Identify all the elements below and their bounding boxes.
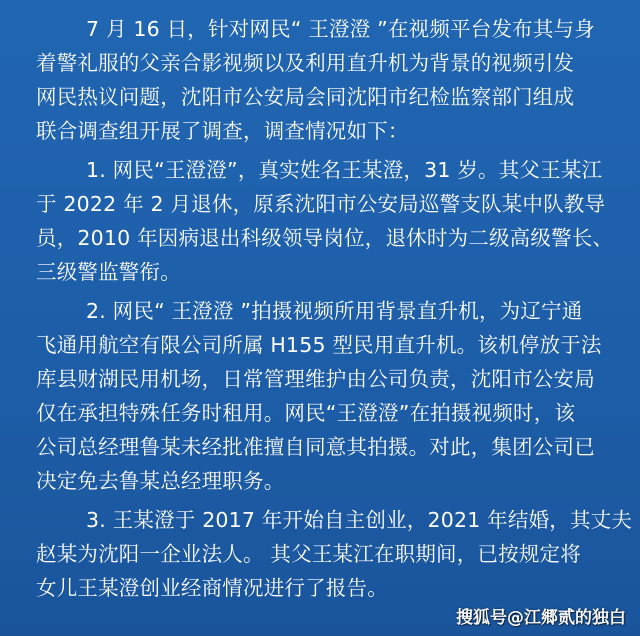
notice-line: 着警礼服的父亲合影视频以及利用直升机为背景的视频引发 xyxy=(36,51,575,75)
notice-line: 赵某为沈阳一企业法人。 其父王某江在职期间，已按规定将 xyxy=(36,542,581,566)
notice-line: 于 2022 年 2 月退休，原系沈阳市公安局巡警支队某中队教导 xyxy=(36,192,606,216)
notice-line: 网民热议问题，沈阳市公安局会同沈阳市纪检监察部门组成 xyxy=(36,85,575,109)
notice-line: 员，2010 年因病退出科级领导岗位，退休时为二级高级警长、 xyxy=(36,226,614,250)
notice-line: 联合调查组开展了调查，调查情况如下： xyxy=(36,119,409,143)
notice-body xyxy=(36,12,633,605)
notice-line: 公司总经理鲁某未经批准擅自同意其拍摄。对此，集团公司已 xyxy=(36,435,595,459)
notice-line: 女儿王某澄创业经商情况进行了报告。 xyxy=(36,576,388,600)
notice-line: 飞通用航空有限公司所属 H155 型民用直升机。该机停放于法 xyxy=(36,333,602,357)
notice-line: 决定免去鲁某总经理职务。 xyxy=(36,469,285,493)
notice-line: 7 月 16 日，针对网民“ 王澄澄 ”在视频平台发布其与身 xyxy=(86,17,595,41)
notice-line: 库县财湖民用机场，日常管理维护由公司负责，沈阳市公安局 xyxy=(36,367,595,391)
notice-line: 2. 网民“ 王澄澄 ”拍摄视频所用背景直升机，为辽宁通 xyxy=(86,299,583,323)
notice-line: 3. 王某澄于 2017 年开始自主创业，2021 年结婚，其丈夫 xyxy=(86,508,633,532)
notice-line: 1. 网民“王澄澄”，真实姓名王某澄，31 岁。其父王某江 xyxy=(86,158,603,182)
source-watermark: 搜狐号@江郷贰的独白 xyxy=(456,608,626,628)
notice-line: 仅在承担特殊任务时租用。网民“王澄澄”在拍摄视频时，该 xyxy=(36,401,576,425)
notice-line: 三级警监警衔。 xyxy=(36,260,181,284)
